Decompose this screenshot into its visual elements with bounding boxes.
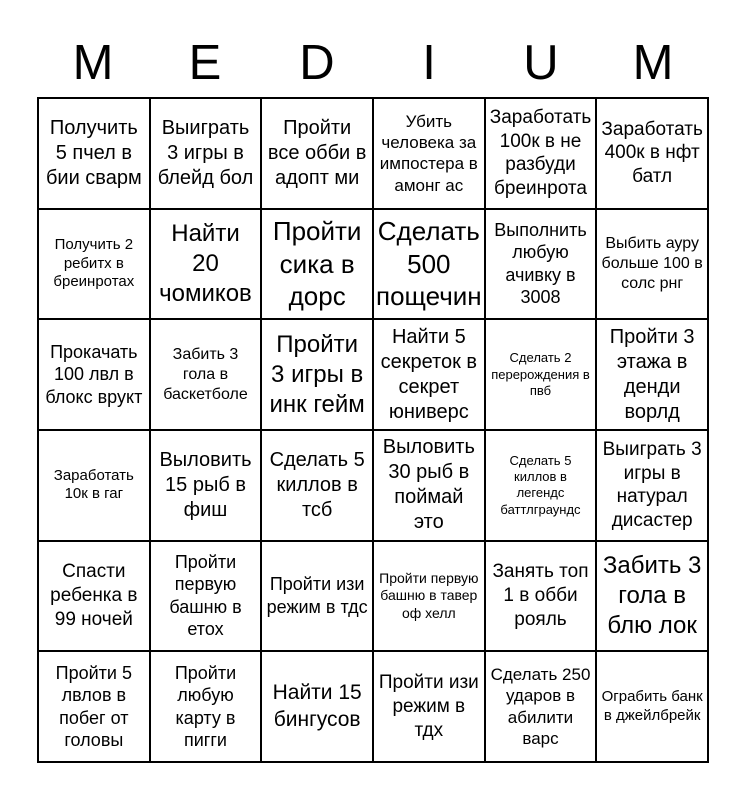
bingo-cell-r2c1[interactable]: Получить 2 ребитх в бреинротах (39, 210, 149, 319)
bingo-cell-r5c4[interactable]: Пройти первую башню в тавер оф хелл (374, 542, 484, 651)
bingo-cell-r6c6[interactable]: Ограбить банк в джейлбрейк (597, 652, 707, 761)
bingo-cell-r2c6[interactable]: Выбить ауру больше 100 в солс рнг (597, 210, 707, 319)
bingo-cell-r3c1[interactable]: Прокачать 100 лвл в блокс врукт (39, 320, 149, 429)
bingo-cell-r3c3[interactable]: Пройти 3 игры в инк гейм (262, 320, 372, 429)
bingo-cell-r4c4[interactable]: Выловить 30 рыб в поймай это (374, 431, 484, 540)
bingo-cell-r4c1[interactable]: Заработать 10к в гаг (39, 431, 149, 540)
card-title (37, 36, 709, 90)
bingo-cell-r2c4[interactable]: Сделать 500 пощечин (374, 210, 484, 319)
bingo-cell-r1c3[interactable]: Пройти все обби в адопт ми (262, 99, 372, 208)
bingo-cell-r6c5[interactable]: Сделать 250 ударов в абилити варс (486, 652, 596, 761)
bingo-cell-r1c5[interactable]: Заработать 100к в не разбуди бреинрота (486, 99, 596, 208)
title-letter-3: D (299, 36, 335, 90)
bingo-grid (37, 97, 709, 763)
bingo-cell-r5c2[interactable]: Пройти первую башню в етох (151, 542, 261, 651)
bingo-cell-r6c4[interactable]: Пройти изи режим в тдх (374, 652, 484, 761)
bingo-cell-r5c6[interactable]: Забить 3 гола в блю лок (597, 542, 707, 651)
bingo-cell-r1c1[interactable]: Получить 5 пчел в бии сварм (39, 99, 149, 208)
title-letter-6: M (632, 36, 674, 90)
title-letter-4: I (422, 36, 436, 90)
bingo-cell-r2c5[interactable]: Выполнить любую ачивку в 3008 (486, 210, 596, 319)
title-letter-2: E (188, 36, 222, 90)
bingo-cell-r1c6[interactable]: Заработать 400к в нфт батл (597, 99, 707, 208)
bingo-cell-r1c4[interactable]: Убить человека за импостера в амонг ас (374, 99, 484, 208)
bingo-cell-r2c2[interactable]: Найти 20 чомиков (151, 210, 261, 319)
bingo-cell-r5c3[interactable]: Пройти изи режим в тдс (262, 542, 372, 651)
bingo-cell-r1c2[interactable]: Выиграть 3 игры в блейд бол (151, 99, 261, 208)
title-letter-5: U (523, 36, 559, 90)
bingo-cell-r3c5[interactable]: Сделать 2 перерождения в пвб (486, 320, 596, 429)
bingo-cell-r4c3[interactable]: Сделать 5 киллов в тсб (262, 431, 372, 540)
bingo-cell-r5c5[interactable]: Занять топ 1 в обби рояль (486, 542, 596, 651)
bingo-cell-r4c2[interactable]: Выловить 15 рыб в фиш (151, 431, 261, 540)
bingo-cell-r6c2[interactable]: Пройти любую карту в пигги (151, 652, 261, 761)
bingo-cell-r4c6[interactable]: Выиграть 3 игры в натурал дисастер (597, 431, 707, 540)
bingo-cell-r6c1[interactable]: Пройти 5 лвлов в побег от головы (39, 652, 149, 761)
bingo-cell-r4c5[interactable]: Сделать 5 киллов в легендс баттлграундс (486, 431, 596, 540)
bingo-cell-r5c1[interactable]: Спасти ребенка в 99 ночей (39, 542, 149, 651)
bingo-cell-r3c2[interactable]: Забить 3 гола в баскетболе (151, 320, 261, 429)
bingo-cell-r3c4[interactable]: Найти 5 секреток в секрет юниверс (374, 320, 484, 429)
bingo-cell-r6c3[interactable]: Найти 15 бингусов (262, 652, 372, 761)
bingo-cell-r3c6[interactable]: Пройти 3 этажа в денди ворлд (597, 320, 707, 429)
bingo-cell-r2c3[interactable]: Пройти сика в дорс (262, 210, 372, 319)
title-letter-1: M (72, 36, 114, 90)
